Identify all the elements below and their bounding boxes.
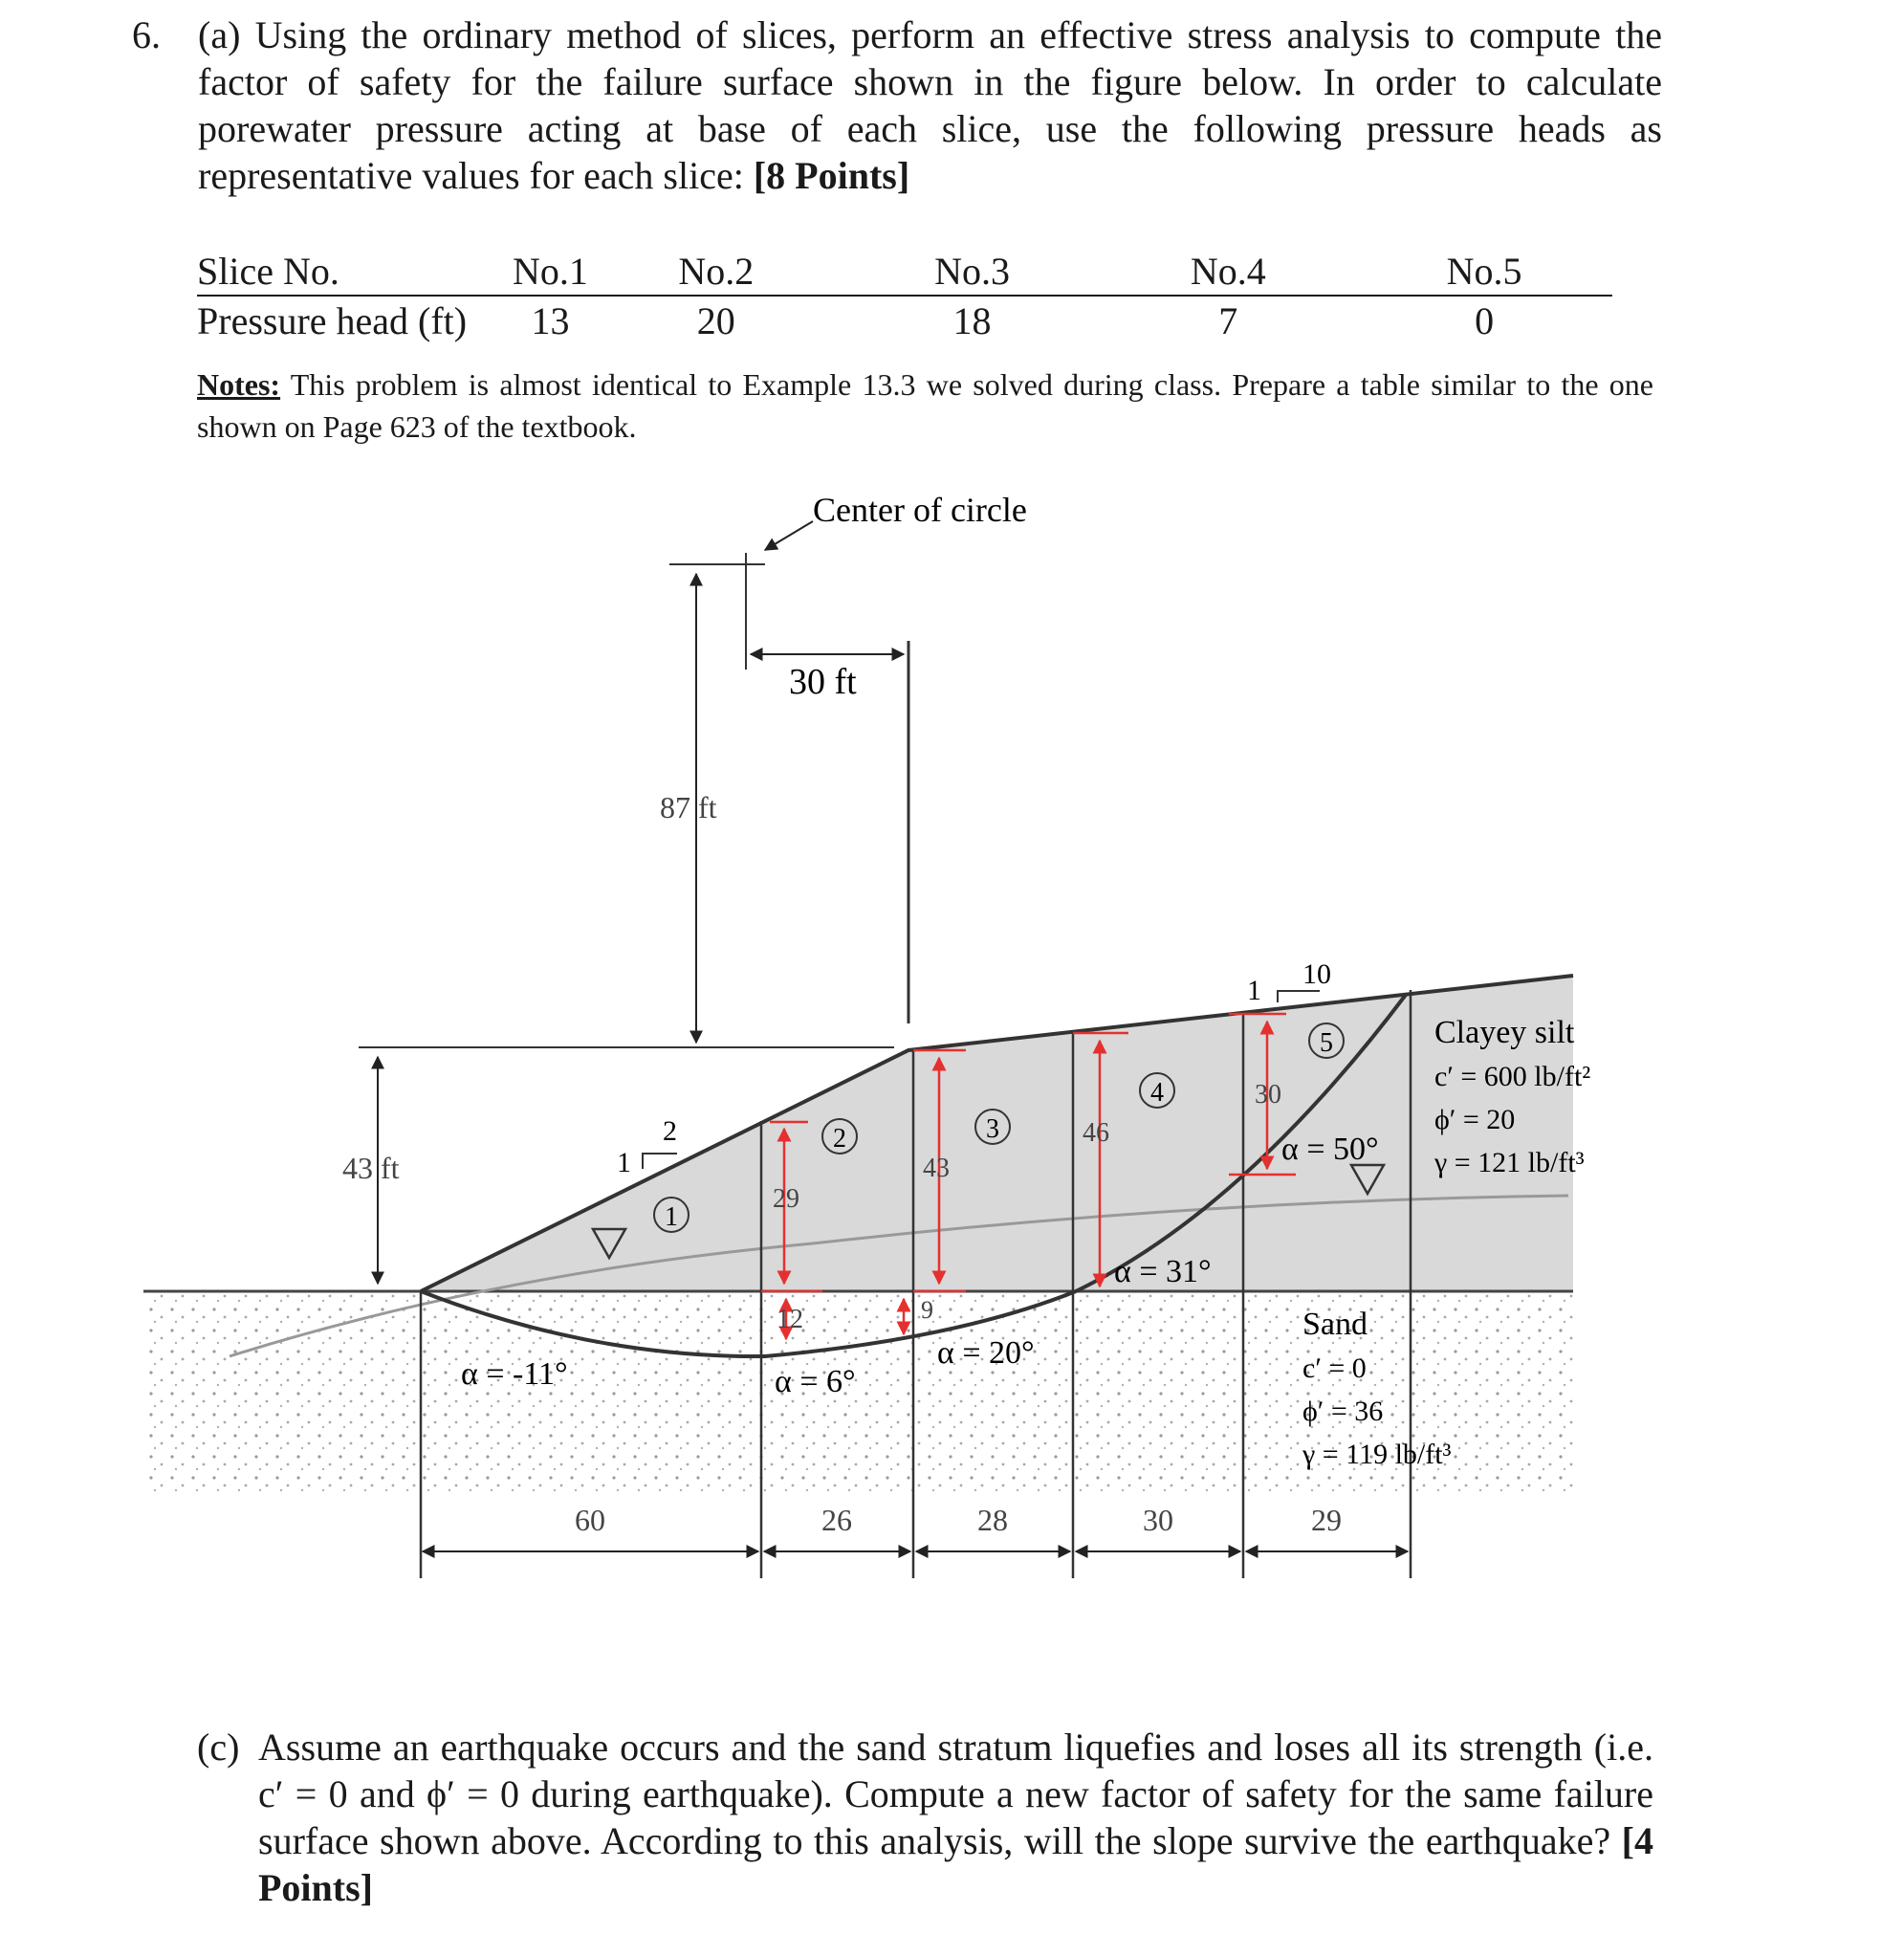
table-cell: No.5 <box>1356 247 1612 296</box>
alpha-slice-2: α = 6° <box>775 1364 856 1399</box>
clayey-silt-title: Clayey silt <box>1434 1015 1575 1050</box>
top-ratio-mark <box>1278 991 1320 1002</box>
width-slice-3: 28 <box>977 1503 1008 1537</box>
part-c-statement <box>258 1724 1653 1911</box>
center-label: Center of circle <box>813 491 1027 529</box>
alpha-slice-5: α = 50° <box>1281 1132 1379 1167</box>
table-row-header: Slice No. <box>197 247 513 296</box>
dim-30-label: 30 ft <box>789 662 857 702</box>
clayey-silt-c: c′ = 600 lb/ft² <box>1434 1061 1591 1092</box>
table-row-header: Pressure head (ft) <box>197 298 468 342</box>
slice-2-number: 2 <box>833 1124 846 1154</box>
width-slice-4: 30 <box>1143 1503 1173 1537</box>
slope-ratio-v: 1 <box>617 1147 631 1178</box>
table-cell: 18 <box>952 298 992 342</box>
height-43: 43 <box>923 1154 950 1183</box>
dim-43-label: 43 ft <box>342 1151 400 1185</box>
height-29: 29 <box>773 1184 799 1214</box>
slice-1-number: 1 <box>665 1202 678 1232</box>
clayey-silt-phi: ϕ′ = 20 <box>1434 1104 1516 1135</box>
width-slice-1: 60 <box>575 1503 605 1537</box>
width-slice-2: 26 <box>821 1503 852 1537</box>
slice-4-number: 4 <box>1150 1078 1164 1108</box>
clayey-silt-gamma: γ = 121 lb/ft³ <box>1434 1147 1585 1178</box>
part-c-text: Assume an earthquake occurs and the sand stratum liquefies and loses all its strength (i.e. c′ = 0 and ϕ′ = 0 during earthquake). Compute a new factor of safety for the same failure surface shown above. According to this analysis, will the slope survive the earthquake? <box>258 1726 1653 1862</box>
table-cell: 13 <box>531 298 570 342</box>
sand-title: Sand <box>1302 1307 1368 1342</box>
notes-label: Notes: <box>197 367 281 402</box>
slope-ratio-h: 2 <box>663 1115 677 1147</box>
alpha-slice-1: α = -11° <box>461 1356 568 1392</box>
table-cell: No.1 <box>513 247 588 296</box>
center-leader <box>765 521 813 550</box>
table-cell: No.3 <box>844 247 1101 296</box>
dim-87-label: 87 ft <box>660 790 717 825</box>
alpha-slice-3: α = 20° <box>937 1335 1035 1371</box>
alpha-slice-4: α = 31° <box>1114 1254 1212 1289</box>
height-9: 9 <box>921 1296 933 1324</box>
notes-text: This problem is almost identical to Example 13.3 we solved during class. Prepare a table similar to the one shown on Page 623 of the textbook. <box>197 367 1654 444</box>
part-c <box>197 1724 1653 1911</box>
height-12: 12 <box>777 1305 803 1334</box>
slice-5-number: 5 <box>1320 1028 1333 1058</box>
question-number: 6. <box>132 13 161 56</box>
top-ratio-v: 1 <box>1247 975 1261 1006</box>
sand-gamma: γ = 119 lb/ft³ <box>1302 1439 1452 1470</box>
table-cell: No.4 <box>1100 247 1356 296</box>
sand-c: c′ = 0 <box>1302 1352 1367 1384</box>
table-cell: No.2 <box>588 247 844 296</box>
part-a-text: (a) Using the ordinary method of slices, perform an effective stress analysis to compute the factor of safety for the failure surface shown in the figure below. In order to calculate porewater pressure acting at base of each slice, use the following pressure heads as representative values for each slice: <box>198 13 1662 197</box>
part-c-points: [4 Points] <box>258 1819 1653 1909</box>
part-c-label: (c) <box>197 1726 240 1769</box>
height-46: 46 <box>1083 1118 1109 1148</box>
height-30: 30 <box>1255 1080 1281 1110</box>
part-a-points: [8 Points] <box>753 154 910 197</box>
top-ratio-h: 10 <box>1302 958 1331 990</box>
table-cell: 0 <box>1475 298 1495 342</box>
table-cell: 7 <box>1218 298 1238 342</box>
width-slice-5: 29 <box>1311 1503 1342 1537</box>
sand-phi: ϕ′ = 36 <box>1302 1396 1384 1427</box>
slice-3-number: 3 <box>986 1114 999 1144</box>
table-cell: 20 <box>696 298 735 342</box>
